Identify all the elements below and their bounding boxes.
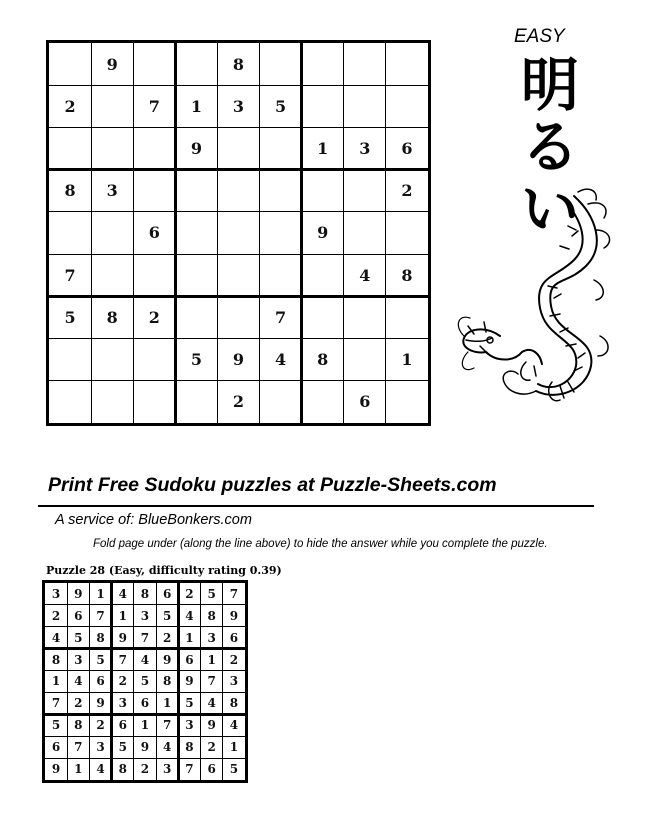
sudoku-cell: 7 <box>74 740 83 755</box>
sudoku-cell: 6 <box>118 718 127 733</box>
sudoku-cell <box>260 254 302 296</box>
sudoku-cell: 6 <box>148 223 160 243</box>
sudoku-cell <box>344 85 386 127</box>
sudoku-cell: 3 <box>163 762 172 777</box>
sudoku-cell: 7 <box>229 586 239 601</box>
sudoku-cell: 9 <box>317 223 329 243</box>
sudoku-cell: 2 <box>140 762 150 777</box>
sudoku-cell: 4 <box>163 740 172 755</box>
sudoku-cell: 3 <box>359 139 371 159</box>
sudoku-cell <box>175 212 217 254</box>
sudoku-cell <box>133 127 175 169</box>
sudoku-cell: 2 <box>163 630 172 645</box>
sudoku-cell <box>302 170 344 212</box>
fold-instruction: Fold page under (along the line above) to hide the answer while you complete the puzzle. <box>93 538 548 550</box>
sudoku-cell: 8 <box>207 608 216 623</box>
sudoku-cell: 7 <box>51 696 61 711</box>
sudoku-cell <box>260 127 302 169</box>
sudoku-cell: 1 <box>74 762 83 777</box>
sudoku-solution-grid <box>42 580 248 783</box>
sudoku-cell: 1 <box>118 608 127 623</box>
sudoku-cell: 6 <box>140 696 150 711</box>
sudoku-cell <box>49 43 91 85</box>
sudoku-cell <box>175 296 217 338</box>
sudoku-cell <box>217 296 259 338</box>
sudoku-cell: 9 <box>229 608 239 623</box>
sudoku-cell: 6 <box>163 586 172 601</box>
sudoku-cell: 5 <box>185 696 194 711</box>
sudoku-cell: 4 <box>207 696 216 711</box>
sudoku-cell <box>260 170 302 212</box>
sudoku-cell: 1 <box>317 139 329 159</box>
sudoku-cell: 3 <box>106 181 118 201</box>
sudoku-cell: 4 <box>74 674 83 689</box>
sudoku-cell <box>217 212 259 254</box>
sudoku-cell: 9 <box>163 652 172 667</box>
sudoku-cell: 5 <box>163 608 172 623</box>
sudoku-cell <box>91 127 133 169</box>
sudoku-cell: 4 <box>359 265 371 285</box>
sudoku-cell: 3 <box>185 718 194 733</box>
site-headline: Print Free Sudoku puzzles at Puzzle-Sheets.com <box>48 474 497 496</box>
sudoku-cell: 8 <box>64 181 76 201</box>
sudoku-cell: 1 <box>140 718 150 733</box>
sudoku-cell <box>91 254 133 296</box>
service-credit: A service of: BlueBonkers.com <box>55 512 252 528</box>
sudoku-cell <box>260 43 302 85</box>
sudoku-cell <box>133 254 175 296</box>
kanji-char: い <box>520 175 579 243</box>
difficulty-label: EASY <box>514 26 565 47</box>
sudoku-cell <box>217 170 259 212</box>
sudoku-cell: 2 <box>401 181 413 201</box>
sudoku-cell: 3 <box>140 608 150 623</box>
sudoku-cell: 8 <box>51 652 61 667</box>
sudoku-cell <box>175 43 217 85</box>
sudoku-cell: 7 <box>96 608 105 623</box>
sudoku-cell: 7 <box>275 307 287 327</box>
sudoku-cell: 1 <box>401 350 413 370</box>
sudoku-cell <box>344 170 386 212</box>
sudoku-cell: 5 <box>207 586 216 601</box>
sudoku-cell: 8 <box>74 718 83 733</box>
sudoku-cell: 8 <box>163 674 172 689</box>
sudoku-cell: 3 <box>74 652 83 667</box>
sudoku-cell: 4 <box>140 652 150 667</box>
sudoku-cell: 7 <box>185 762 194 777</box>
sudoku-cell <box>302 43 344 85</box>
sudoku-cell: 8 <box>96 630 105 645</box>
solution-caption: Puzzle 28 (Easy, difficulty rating 0.39) <box>46 564 282 577</box>
sudoku-cell <box>386 85 428 127</box>
sudoku-cell: 9 <box>140 740 150 755</box>
fold-line-divider <box>38 505 594 507</box>
kanji-char: る <box>520 113 579 181</box>
sudoku-cell <box>217 127 259 169</box>
sudoku-cell <box>91 339 133 381</box>
sudoku-cell <box>386 43 428 85</box>
sudoku-cell: 1 <box>51 674 61 689</box>
sudoku-cell: 2 <box>51 608 61 623</box>
sudoku-cell: 9 <box>118 630 127 645</box>
sudoku-cell: 8 <box>401 265 413 285</box>
sudoku-cell: 8 <box>317 350 329 370</box>
sudoku-cell <box>344 339 386 381</box>
sudoku-cell <box>344 212 386 254</box>
sudoku-cell: 2 <box>232 392 245 412</box>
sudoku-cell: 4 <box>96 762 105 777</box>
sudoku-cell: 7 <box>118 652 127 667</box>
sudoku-cell: 1 <box>207 652 216 667</box>
sudoku-cell <box>91 85 133 127</box>
sudoku-cell: 2 <box>118 674 127 689</box>
sudoku-cell <box>344 296 386 338</box>
sudoku-cell: 1 <box>96 586 105 601</box>
sudoku-cell: 2 <box>74 696 83 711</box>
sudoku-cell <box>217 254 259 296</box>
sudoku-cell <box>302 381 344 423</box>
sudoku-cell: 6 <box>207 762 216 777</box>
sudoku-cell: 9 <box>190 139 202 159</box>
sudoku-cell: 5 <box>118 740 127 755</box>
sudoku-cell: 1 <box>185 630 194 645</box>
sudoku-cell <box>133 43 175 85</box>
sudoku-cell: 9 <box>185 674 194 689</box>
sudoku-cell: 8 <box>118 762 127 777</box>
sudoku-cell: 8 <box>140 586 150 601</box>
sudoku-cell: 9 <box>96 696 105 711</box>
sudoku-cell: 4 <box>229 718 239 733</box>
sudoku-cell <box>175 254 217 296</box>
sudoku-cell: 8 <box>106 307 118 327</box>
sudoku-cell: 1 <box>163 696 172 711</box>
sudoku-cell <box>133 339 175 381</box>
sudoku-cell: 9 <box>51 762 61 777</box>
sudoku-cell: 6 <box>96 674 105 689</box>
sudoku-cell: 5 <box>64 307 76 327</box>
sudoku-cell: 9 <box>106 54 118 74</box>
sudoku-cell: 5 <box>74 630 83 645</box>
sudoku-cell: 1 <box>229 740 239 755</box>
sudoku-cell: 1 <box>190 96 202 116</box>
sudoku-cell: 5 <box>51 718 61 733</box>
sudoku-cell: 7 <box>207 674 216 689</box>
sudoku-cell: 7 <box>148 96 160 116</box>
sudoku-cell <box>386 212 428 254</box>
sudoku-cell <box>386 296 428 338</box>
sudoku-cell <box>133 381 175 423</box>
sudoku-cell: 5 <box>96 652 105 667</box>
sudoku-cell: 2 <box>96 718 105 733</box>
sudoku-cell: 8 <box>232 54 245 74</box>
sudoku-cell: 6 <box>51 740 61 755</box>
sudoku-cell <box>302 296 344 338</box>
sudoku-cell: 7 <box>140 630 150 645</box>
sudoku-cell: 9 <box>232 350 245 370</box>
sudoku-cell: 5 <box>140 674 150 689</box>
sudoku-cell <box>49 212 91 254</box>
sudoku-cell <box>260 212 302 254</box>
sudoku-cell: 7 <box>163 718 172 733</box>
sudoku-cell: 7 <box>64 265 76 285</box>
sudoku-cell: 2 <box>185 586 194 601</box>
sudoku-cell: 4 <box>118 586 127 601</box>
sudoku-cell: 3 <box>207 630 216 645</box>
sudoku-cell: 8 <box>229 696 239 711</box>
sudoku-cell: 4 <box>185 608 194 623</box>
sudoku-cell: 4 <box>275 350 287 370</box>
sudoku-cell <box>133 170 175 212</box>
sudoku-cell <box>175 381 217 423</box>
sudoku-cell <box>260 381 302 423</box>
sudoku-cell <box>91 212 133 254</box>
sudoku-cell: 5 <box>229 762 239 777</box>
sudoku-cell: 5 <box>275 96 287 116</box>
sudoku-cell: 3 <box>229 674 239 689</box>
sudoku-cell: 2 <box>148 307 160 327</box>
sudoku-cell: 9 <box>74 586 83 601</box>
sudoku-puzzle-grid <box>46 40 431 426</box>
sudoku-cell: 6 <box>185 652 194 667</box>
sudoku-cell <box>49 381 91 423</box>
sudoku-cell: 2 <box>229 652 239 667</box>
sudoku-cell: 3 <box>232 96 245 116</box>
sudoku-cell: 4 <box>51 630 61 645</box>
sudoku-cell: 6 <box>74 608 83 623</box>
sudoku-cell <box>175 170 217 212</box>
sudoku-cell <box>386 381 428 423</box>
sudoku-cell: 5 <box>190 350 202 370</box>
sudoku-cell: 6 <box>359 392 371 412</box>
kanji-char: 明 <box>520 51 579 119</box>
sudoku-cell <box>49 127 91 169</box>
sudoku-cell: 2 <box>207 740 216 755</box>
dragon-icon <box>456 186 616 416</box>
sudoku-cell <box>49 339 91 381</box>
sudoku-cell <box>302 254 344 296</box>
sudoku-cell: 6 <box>229 630 239 645</box>
sudoku-cell: 6 <box>401 139 413 159</box>
sudoku-cell <box>91 381 133 423</box>
sudoku-cell: 2 <box>64 96 76 116</box>
sudoku-cell: 8 <box>185 740 194 755</box>
sudoku-cell: 3 <box>96 740 105 755</box>
sudoku-cell <box>344 43 386 85</box>
sudoku-cell <box>302 85 344 127</box>
sudoku-cell: 3 <box>51 586 61 601</box>
sudoku-cell: 9 <box>207 718 216 733</box>
sudoku-cell: 3 <box>118 696 127 711</box>
